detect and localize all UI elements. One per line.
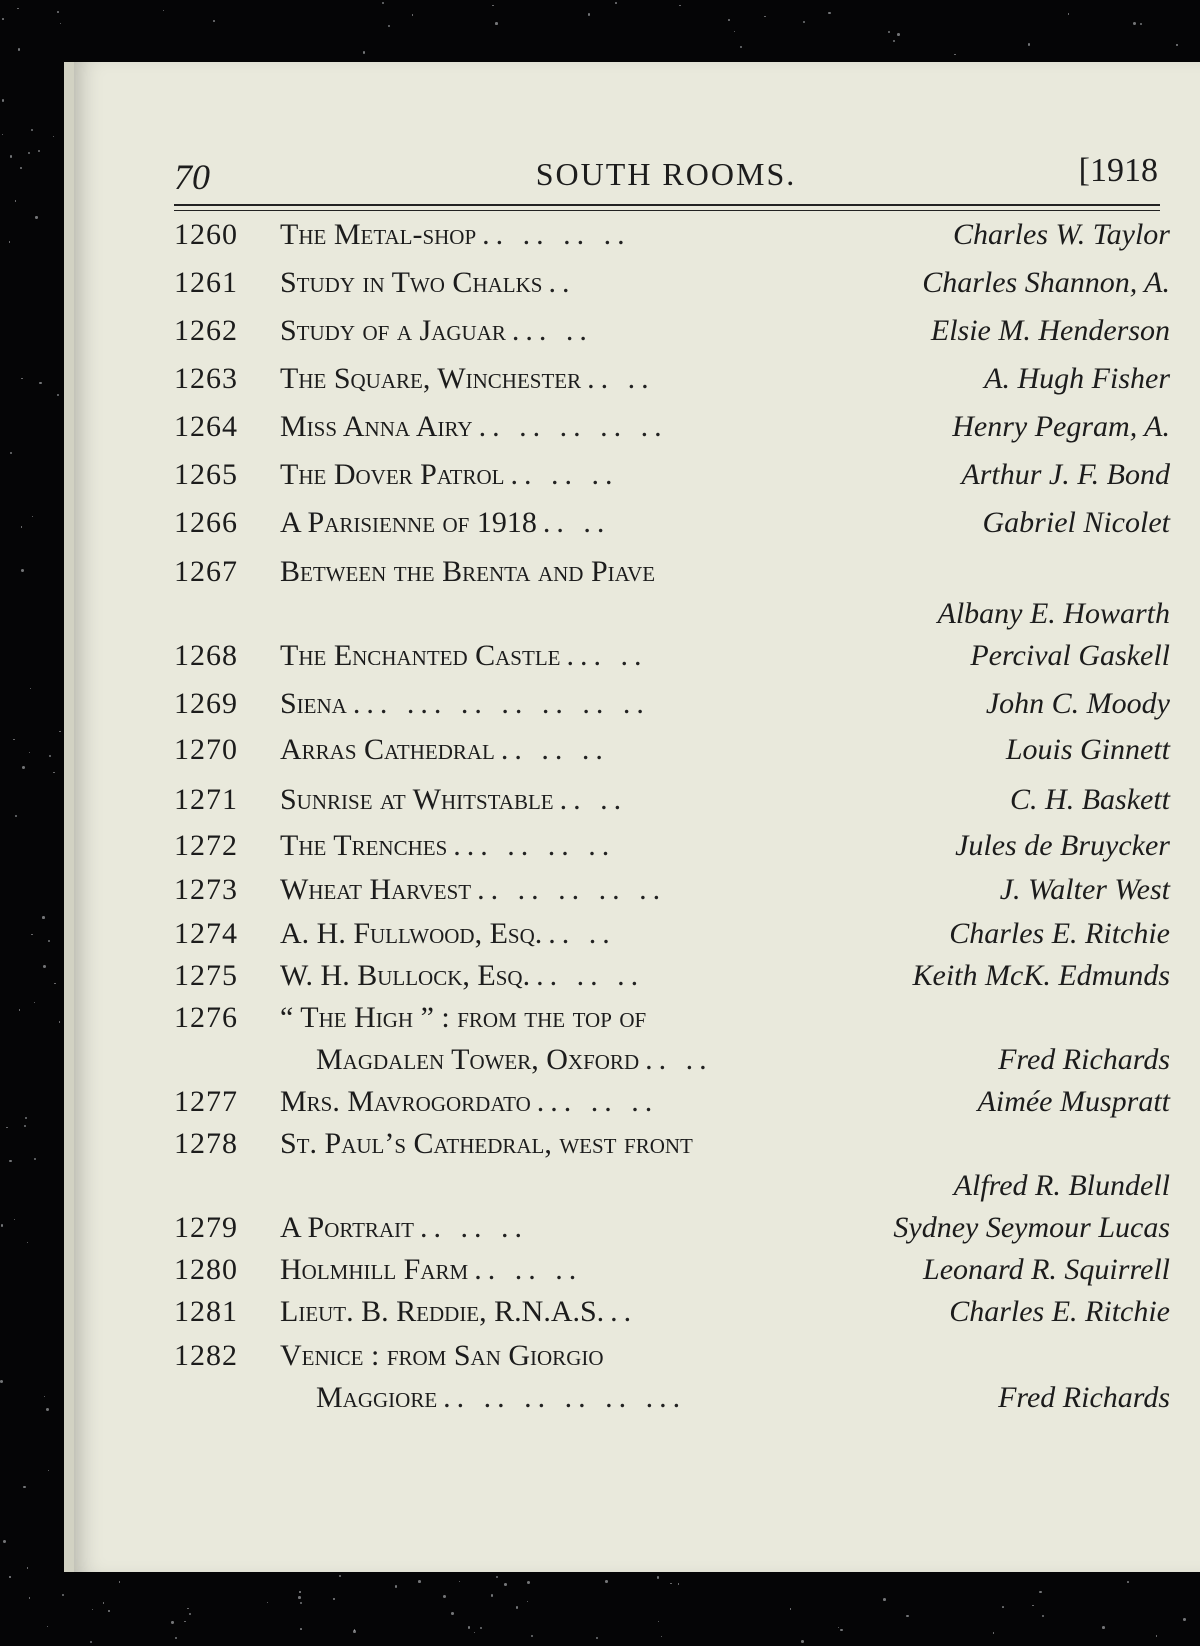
entry-title: Lieut. B. Reddie, R.N.A.S. xyxy=(280,1295,605,1328)
star-speck xyxy=(54,983,56,985)
star-speck xyxy=(267,1602,268,1603)
entry-artist: Charles W. Taylor xyxy=(952,218,1170,251)
star-speck xyxy=(1042,1615,1044,1617)
entry-number: 1274 xyxy=(174,917,238,950)
star-speck xyxy=(187,1608,189,1610)
dot-leader: .. .. .. xyxy=(536,959,645,992)
star-speck xyxy=(103,1602,104,1603)
entry-title: A Parisienne of 1918 xyxy=(280,506,537,539)
star-speck xyxy=(62,1594,64,1596)
star-speck xyxy=(53,136,54,137)
entry-artist: Charles E. Ritchie xyxy=(949,1295,1170,1328)
entry-title: Arras Cathedral xyxy=(280,733,495,766)
entry-artist: Aimée Muspratt xyxy=(977,1085,1170,1118)
star-speck xyxy=(801,1640,804,1643)
star-speck xyxy=(615,2,617,4)
entry-title: Wheat Harvest xyxy=(280,873,472,906)
entry-title: The Dover Patrol xyxy=(280,458,505,491)
entry-title: The Enchanted Castle xyxy=(280,639,561,672)
year-label: [1918 xyxy=(1078,152,1158,189)
dot-leader: .. .. xyxy=(587,362,655,395)
entry-number: 1275 xyxy=(174,959,238,992)
dot-leader: .. .. .. .. .. xyxy=(478,410,668,443)
entry-number: 1276 xyxy=(174,1001,238,1034)
catalogue-entry xyxy=(174,1081,1170,1123)
entry-body xyxy=(280,997,1170,1081)
star-speck xyxy=(412,14,413,15)
star-speck xyxy=(1102,1626,1105,1629)
entry-number: 1270 xyxy=(174,733,238,766)
entry-artist: Fred Richards xyxy=(998,1381,1170,1414)
star-speck xyxy=(17,8,19,10)
star-speck xyxy=(46,1408,49,1411)
star-speck xyxy=(48,940,50,942)
star-speck xyxy=(2,99,4,101)
star-speck xyxy=(9,1576,10,1577)
entry-artist: J. Walter West xyxy=(999,873,1170,906)
star-speck xyxy=(443,1595,446,1598)
star-speck xyxy=(596,1637,598,1639)
star-speck xyxy=(59,1021,60,1022)
star-speck xyxy=(22,766,25,769)
star-speck xyxy=(21,526,22,527)
dot-leader: .. .. .. .. xyxy=(482,218,631,251)
dot-leader: .. .. .. .. .. xyxy=(477,873,667,906)
star-speck xyxy=(34,1158,36,1160)
star-speck xyxy=(1176,44,1177,45)
dot-leader: .. .. .. xyxy=(500,733,609,766)
entry-number: 1280 xyxy=(174,1253,238,1286)
entry-title: Venice : from San Giorgio xyxy=(280,1339,604,1372)
entry-body xyxy=(280,1335,1170,1419)
entry-body xyxy=(280,1249,1170,1291)
star-speck xyxy=(658,1621,660,1623)
star-speck xyxy=(382,2,384,4)
star-speck xyxy=(993,1632,994,1633)
star-speck xyxy=(661,1636,662,1637)
entry-title: “ The High ” : from the top of xyxy=(280,1001,647,1034)
entry-body xyxy=(280,825,1170,867)
dot-leader: .. .. .. xyxy=(510,458,619,491)
entry-body xyxy=(280,406,1170,448)
star-speck xyxy=(43,965,46,968)
star-speck xyxy=(14,1219,15,1220)
entry-artist: Louis Ginnett xyxy=(1005,733,1170,766)
star-speck xyxy=(495,22,498,25)
entry-number: 1263 xyxy=(174,362,238,395)
entry-title: Siena xyxy=(280,687,347,720)
page-title: SOUTH ROOMS. xyxy=(535,156,797,192)
star-speck xyxy=(459,1581,460,1582)
star-speck xyxy=(657,1576,660,1579)
star-speck xyxy=(24,1125,26,1127)
star-speck xyxy=(13,739,14,740)
star-speck xyxy=(1028,43,1030,45)
star-speck xyxy=(527,1601,528,1602)
entry-title: The Square, Winchester xyxy=(280,362,582,395)
star-speck xyxy=(883,1598,886,1601)
star-speck xyxy=(3,1540,6,1543)
catalogue-entry xyxy=(174,729,1170,771)
entry-number: 1271 xyxy=(174,783,238,816)
star-speck xyxy=(491,1594,494,1597)
star-speck xyxy=(1133,22,1136,25)
entry-title: Study of a Jaguar xyxy=(280,314,506,347)
catalogue-entry xyxy=(174,1335,1170,1419)
entry-number: 1273 xyxy=(174,873,238,906)
entry-title: Holmhill Farm xyxy=(280,1253,469,1286)
star-speck xyxy=(92,1609,93,1610)
star-speck xyxy=(954,54,955,55)
star-speck xyxy=(29,1597,31,1599)
star-speck xyxy=(527,1581,530,1584)
entry-title: The Metal-shop xyxy=(280,218,477,251)
star-speck xyxy=(1140,23,1142,25)
catalogue-entry xyxy=(174,454,1170,496)
entry-number: 1281 xyxy=(174,1295,238,1328)
catalogue-entry xyxy=(174,955,1170,997)
entry-number: 1265 xyxy=(174,458,238,491)
dot-leader: .. .. .. xyxy=(419,1211,528,1244)
entry-artist: Henry Pegram, A. xyxy=(952,410,1170,443)
star-speck xyxy=(0,1380,3,1383)
catalogue-entry xyxy=(174,406,1170,448)
entry-artist: Arthur J. F. Bond xyxy=(961,458,1170,491)
catalogue-entry xyxy=(174,310,1170,352)
entry-body xyxy=(280,502,1170,544)
star-speck xyxy=(299,1591,300,1592)
entry-artist: Gabriel Nicolet xyxy=(982,506,1170,539)
star-speck xyxy=(588,13,590,15)
star-speck xyxy=(38,150,40,152)
star-speck xyxy=(47,1626,48,1627)
catalogue-entry xyxy=(174,869,1170,911)
star-speck xyxy=(29,752,30,753)
star-speck xyxy=(21,378,23,380)
star-speck xyxy=(1032,1605,1033,1606)
entry-title-continued: Maggiore xyxy=(316,1381,438,1414)
star-speck xyxy=(1,1224,4,1227)
star-speck xyxy=(893,40,895,42)
entry-body xyxy=(280,214,1170,256)
star-speck xyxy=(395,1585,398,1588)
dot-leader: ... .. .. .. xyxy=(453,829,616,862)
entry-title: Sunrise at Whitstable xyxy=(280,783,554,816)
star-speck xyxy=(171,1621,173,1623)
star-speck xyxy=(838,1627,839,1628)
star-speck xyxy=(23,1486,25,1488)
dot-leader: ... .. .. xyxy=(536,1085,659,1118)
entry-title: A Portrait xyxy=(280,1211,414,1244)
star-speck xyxy=(531,1635,533,1637)
star-speck xyxy=(18,48,20,50)
entry-artist: A. Hugh Fisher xyxy=(984,362,1170,395)
star-speck xyxy=(1183,1618,1186,1621)
star-speck xyxy=(49,755,51,757)
star-speck xyxy=(189,1613,191,1615)
star-speck xyxy=(300,1628,302,1630)
star-speck xyxy=(1127,1581,1129,1583)
star-speck xyxy=(32,516,33,517)
catalogue-entry xyxy=(174,683,1170,725)
star-speck xyxy=(57,394,59,396)
star-speck xyxy=(906,1615,909,1618)
entry-artist: Fred Richards xyxy=(998,1043,1170,1076)
star-speck xyxy=(15,200,17,202)
entry-number: 1267 xyxy=(174,555,238,588)
star-speck xyxy=(740,46,742,48)
catalogue-list xyxy=(174,214,1170,1419)
entry-body xyxy=(280,869,1170,911)
catalogue-entry xyxy=(174,1207,1170,1249)
star-speck xyxy=(388,25,390,27)
star-speck xyxy=(9,1160,11,1162)
star-speck xyxy=(897,33,900,36)
entry-body xyxy=(280,683,1170,725)
star-speck xyxy=(10,155,12,157)
catalogue-entry xyxy=(174,358,1170,400)
star-speck xyxy=(300,1602,302,1604)
entry-artist: John C. Moody xyxy=(985,687,1170,720)
entry-body xyxy=(280,454,1170,496)
star-speck xyxy=(108,1610,109,1611)
catalogue-entry xyxy=(174,1249,1170,1291)
star-speck xyxy=(44,1396,45,1397)
dot-leader: .. .. .. .. .. ... xyxy=(443,1381,687,1414)
star-speck xyxy=(1002,1606,1004,1608)
star-speck xyxy=(790,1608,791,1609)
star-speck xyxy=(504,1583,507,1586)
star-speck xyxy=(28,152,30,154)
dot-leader: .. .. xyxy=(559,783,628,816)
star-speck xyxy=(53,772,54,773)
catalogue-entry xyxy=(174,997,1170,1081)
star-speck xyxy=(353,1630,356,1633)
star-speck xyxy=(31,129,33,131)
entry-body xyxy=(280,1081,1170,1123)
star-speck xyxy=(2,18,4,20)
star-speck xyxy=(20,167,22,169)
entry-body xyxy=(280,310,1170,352)
star-speck xyxy=(496,1576,499,1579)
entry-title: Study in Two Chalks xyxy=(280,266,543,299)
star-speck xyxy=(840,1629,843,1632)
star-speck xyxy=(888,31,890,33)
entry-body xyxy=(280,1291,1170,1333)
star-speck xyxy=(1039,1591,1042,1594)
entry-number: 1272 xyxy=(174,829,238,862)
entry-number: 1266 xyxy=(174,506,238,539)
star-speck xyxy=(90,1641,92,1643)
star-speck xyxy=(59,731,60,732)
star-speck xyxy=(418,1580,421,1583)
entry-artist: Elsie M. Henderson xyxy=(930,314,1170,347)
star-speck xyxy=(213,20,215,22)
star-speck xyxy=(451,1612,454,1615)
star-speck xyxy=(468,1626,471,1629)
star-speck xyxy=(48,1470,50,1472)
page-header xyxy=(174,150,1158,206)
page-number: 70 xyxy=(174,157,210,197)
star-speck xyxy=(298,1596,301,1599)
catalogue-entry xyxy=(174,913,1170,955)
dot-leader: ... ... .. .. .. .. .. xyxy=(352,687,650,720)
entry-artist: Charles Shannon, A. xyxy=(922,266,1170,299)
entry-title: St. Paul’s Cathedral, west front xyxy=(280,1127,693,1160)
entry-title-continued: Magdalen Tower, Oxford xyxy=(316,1043,640,1076)
dot-leader: .. .. xyxy=(542,506,611,539)
catalogue-page xyxy=(64,62,1200,1572)
star-speck xyxy=(15,815,17,817)
catalogue-entry xyxy=(174,262,1170,304)
entry-number: 1264 xyxy=(174,410,238,443)
entry-artist: Sydney Seymour Lucas xyxy=(893,1211,1170,1244)
star-speck xyxy=(803,21,805,23)
catalogue-entry xyxy=(174,635,1170,677)
entry-title: A. H. Fullwood, Esq. xyxy=(280,917,543,950)
star-speck xyxy=(60,23,61,24)
star-speck xyxy=(516,1606,519,1609)
entry-body xyxy=(280,729,1170,771)
star-speck xyxy=(492,5,493,6)
entry-title: Between the Brenta and Piave xyxy=(280,555,656,588)
entry-number: 1279 xyxy=(174,1211,238,1244)
catalogue-entry xyxy=(174,1291,1170,1333)
catalogue-entry xyxy=(174,502,1170,544)
star-speck xyxy=(1156,1635,1158,1637)
entry-artist: Keith McK. Edmunds xyxy=(912,959,1170,992)
star-speck xyxy=(2,134,3,135)
star-speck xyxy=(119,1581,121,1583)
star-speck xyxy=(175,1637,177,1639)
star-speck xyxy=(333,1598,334,1599)
star-speck xyxy=(1068,13,1069,14)
entry-artist: Alfred R. Blundell xyxy=(953,1169,1170,1202)
star-speck xyxy=(34,1002,35,1003)
entry-body xyxy=(280,358,1170,400)
entry-title: Mrs. Mavrogordato xyxy=(280,1085,531,1118)
entry-body xyxy=(280,1123,1170,1207)
star-speck xyxy=(6,1127,7,1128)
entry-artist: C. H. Baskett xyxy=(1010,783,1170,816)
entry-number: 1269 xyxy=(174,687,238,720)
star-speck xyxy=(184,1621,185,1622)
star-speck xyxy=(828,12,830,14)
star-speck xyxy=(35,216,37,218)
catalogue-entry xyxy=(174,551,1170,635)
star-speck xyxy=(19,1009,20,1010)
entry-number: 1282 xyxy=(174,1339,238,1372)
entry-title: The Trenches xyxy=(280,829,448,862)
entry-number: 1260 xyxy=(174,218,238,251)
header-rule-thick xyxy=(174,204,1160,206)
entry-artist: Jules de Bruycker xyxy=(955,829,1170,862)
star-speck xyxy=(25,1117,27,1119)
dot-leader: .. .. xyxy=(548,917,616,950)
star-speck xyxy=(163,10,164,11)
entry-number: 1278 xyxy=(174,1127,238,1160)
star-speck xyxy=(39,382,41,384)
entry-title: Miss Anna Airy xyxy=(280,410,473,443)
star-speck xyxy=(42,916,45,919)
entry-body xyxy=(280,955,1170,997)
star-speck xyxy=(605,1580,608,1583)
entry-artist: Charles E. Ritchie xyxy=(949,917,1170,950)
entry-artist: Percival Gaskell xyxy=(970,639,1170,672)
star-speck xyxy=(57,11,59,13)
dot-leader: ... .. xyxy=(511,314,593,347)
star-speck xyxy=(10,452,12,454)
entry-body xyxy=(280,551,1170,635)
catalogue-entry xyxy=(174,825,1170,867)
star-speck xyxy=(670,1583,671,1584)
star-speck xyxy=(27,1567,28,1568)
star-speck xyxy=(679,5,680,6)
star-speck xyxy=(734,31,735,32)
entry-title: W. H. Bullock, Esq. xyxy=(280,959,531,992)
star-speck xyxy=(678,1583,680,1585)
dot-leader: .. .. .. xyxy=(474,1253,583,1286)
entry-body xyxy=(280,262,1170,304)
entry-body xyxy=(280,913,1170,955)
entry-artist: Leonard R. Squirrell xyxy=(923,1253,1170,1286)
dot-leader: ... .. xyxy=(566,639,648,672)
star-speck xyxy=(9,241,11,243)
star-speck xyxy=(728,19,730,21)
star-speck xyxy=(363,51,365,53)
catalogue-entry xyxy=(174,214,1170,256)
star-speck xyxy=(480,1627,482,1629)
star-speck xyxy=(339,1575,341,1577)
star-speck xyxy=(27,1242,28,1243)
header-rule-thin xyxy=(174,210,1160,211)
catalogue-entry xyxy=(174,1123,1170,1207)
entry-body xyxy=(280,1207,1170,1249)
entry-number: 1261 xyxy=(174,266,238,299)
star-speck xyxy=(764,16,766,18)
star-speck xyxy=(21,569,24,572)
star-speck xyxy=(474,1632,475,1633)
dot-leader: .. .. xyxy=(645,1043,713,1076)
entry-number: 1262 xyxy=(174,314,238,347)
entry-number: 1277 xyxy=(174,1085,238,1118)
entry-body xyxy=(280,779,1170,821)
star-speck xyxy=(31,934,32,935)
dot-leader: .. xyxy=(548,266,576,299)
entry-artist: Albany E. Howarth xyxy=(937,597,1170,630)
entry-number: 1268 xyxy=(174,639,238,672)
star-speck xyxy=(30,688,31,689)
entry-body xyxy=(280,635,1170,677)
dot-leader: .. xyxy=(610,1295,638,1328)
catalogue-entry xyxy=(174,779,1170,821)
